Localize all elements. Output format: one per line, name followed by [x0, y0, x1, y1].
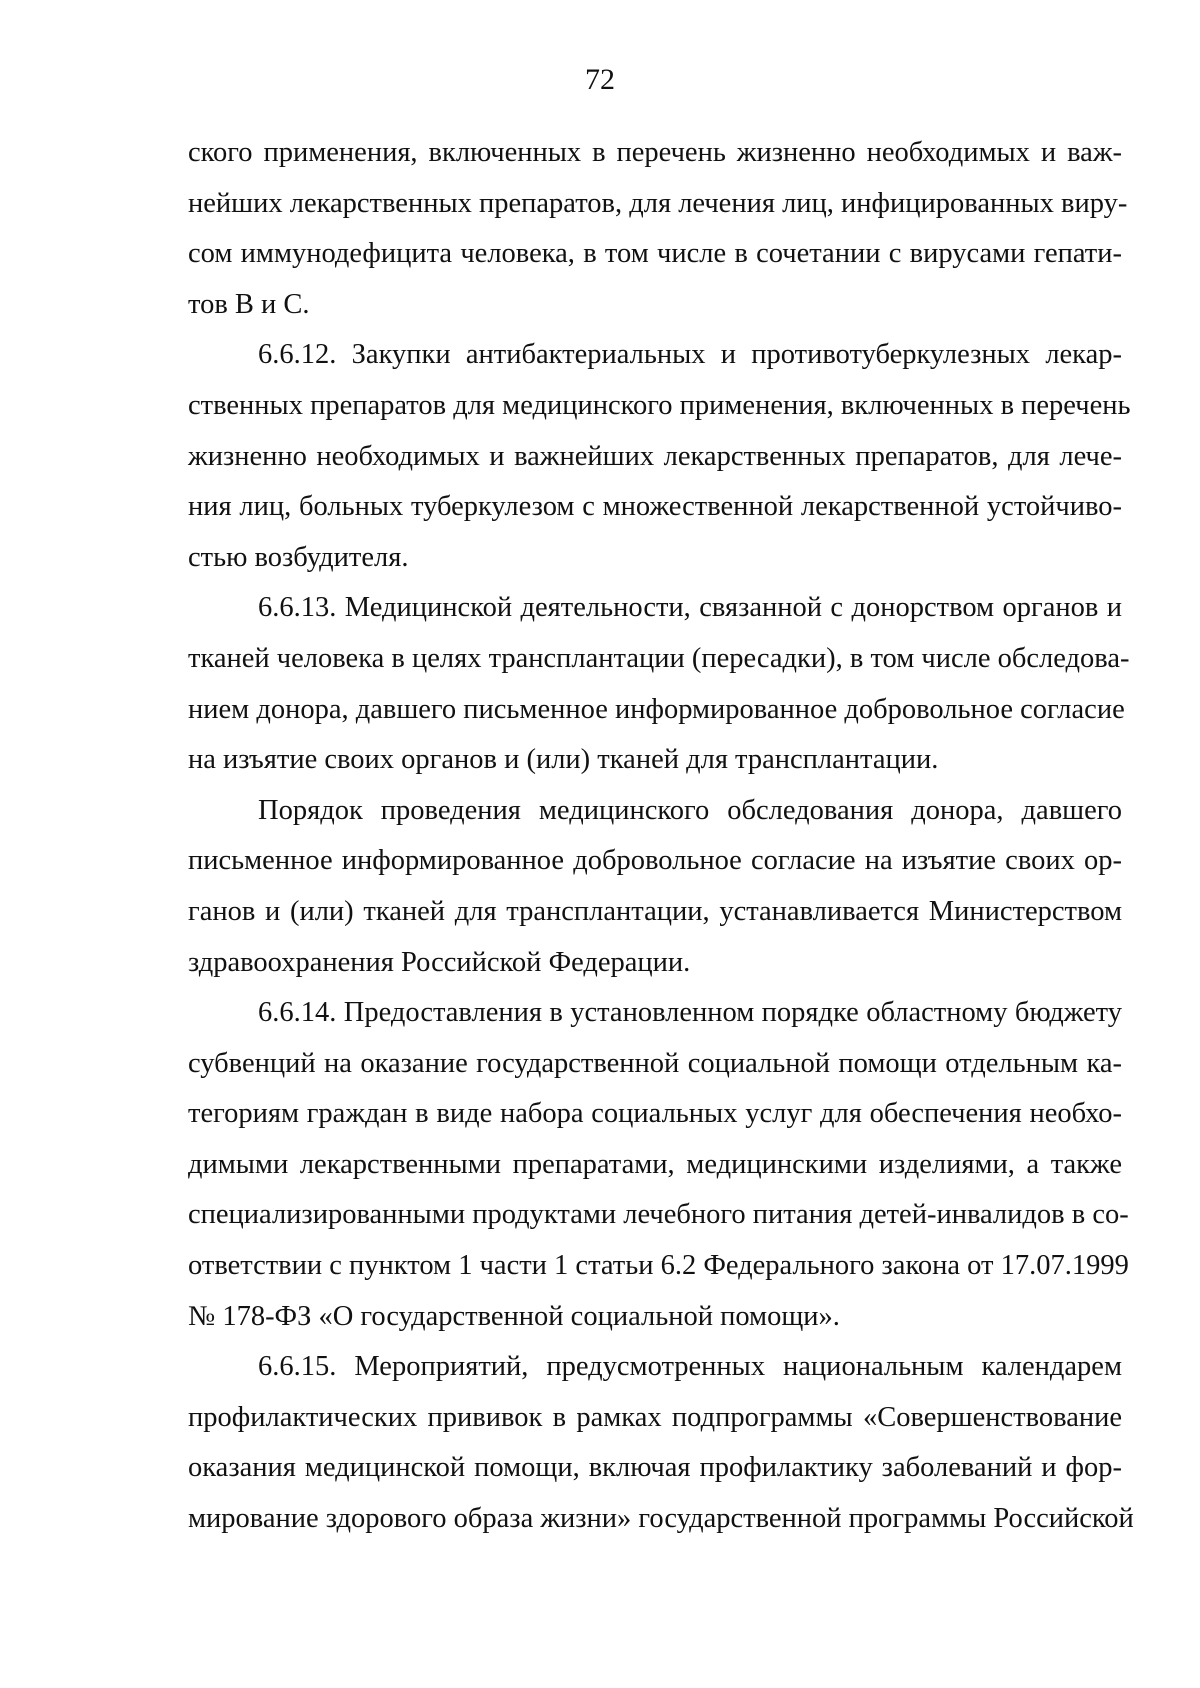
paragraph-6-6-15: [188, 1342, 1134, 1544]
text-line: стью возбудителя.: [188, 541, 409, 573]
paragraph-6-6-13: [188, 583, 1130, 785]
text-line: здравоохранения Российской Федерации.: [188, 946, 691, 978]
text-line: 6.6.12. Закупки антибактериальных и противотуберкулезных лекар-: [258, 339, 1122, 371]
paragraph-procedure: [188, 786, 1122, 988]
text-line: нейших лекарственных препаратов, для лечения лиц, инфицированных виру-: [188, 187, 1128, 219]
document-body: [188, 128, 1134, 1545]
text-line: ния лиц, больных туберкулезом с множественной лекарственной устойчиво-: [188, 491, 1122, 523]
text-line: на изъятие своих органов и (или) тканей для трансплантации.: [188, 744, 939, 776]
text-line: жизненно необходимых и важнейших лекарственных препаратов, для лече-: [188, 440, 1122, 472]
text-line: димыми лекарственными препаратами, медицинскими изделиями, а также: [188, 1148, 1122, 1180]
text-line: тегориям граждан в виде набора социальных услуг для обеспечения необхо-: [188, 1098, 1122, 1130]
page-number: 72: [585, 63, 615, 96]
text-line: тов В и С.: [188, 288, 310, 320]
text-line: оказания медицинской помощи, включая профилактику заболеваний и фор-: [188, 1452, 1122, 1484]
text-line: 6.6.14. Предоставления в установленном порядке областному бюджету: [258, 997, 1122, 1029]
paragraph-6-6-12: [188, 330, 1131, 583]
text-line: тканей человека в целях трансплантации (пересадки), в том числе обследова-: [188, 642, 1130, 674]
text-line: сом иммунодефицита человека, в том числе в сочетании с вирусами гепати-: [188, 238, 1122, 270]
text-line: письменное информированное добровольное согласие на изъятие своих ор-: [188, 845, 1122, 877]
text-line: Порядок проведения медицинского обследования донора, давшего: [258, 794, 1122, 826]
paragraph-continuation: [188, 128, 1128, 330]
text-line: 6.6.13. Медицинской деятельности, связанной с донорством органов и: [258, 592, 1122, 624]
text-line: ганов и (или) тканей для трансплантации, устанавливается Министерством: [188, 895, 1122, 927]
text-line: нием донора, давшего письменное информированное добровольное согласие: [188, 693, 1125, 725]
text-line: субвенций на оказание государственной социальной помощи отдельным ка-: [188, 1047, 1122, 1079]
text-line: мирование здорового образа жизни» государственной программы Российской: [188, 1503, 1134, 1535]
text-line: ственных препаратов для медицинского применения, включенных в перечень: [188, 389, 1131, 421]
text-line: ского применения, включенных в перечень жизненно необходимых и важ-: [188, 137, 1122, 168]
text-line: 6.6.15. Мероприятий, предусмотренных национальным календарем: [258, 1351, 1122, 1383]
text-line: профилактических прививок в рамках подпрограммы «Совершенствование: [188, 1401, 1122, 1433]
text-line: ответствии с пунктом 1 части 1 статьи 6.2 Федерального закона от 17.07.1999: [188, 1250, 1129, 1282]
text-line: специализированными продуктами лечебного питания детей-инвалидов в со-: [188, 1199, 1129, 1231]
paragraph-6-6-14: [188, 988, 1129, 1342]
text-line: № 178-ФЗ «О государственной социальной помощи».: [188, 1300, 840, 1332]
